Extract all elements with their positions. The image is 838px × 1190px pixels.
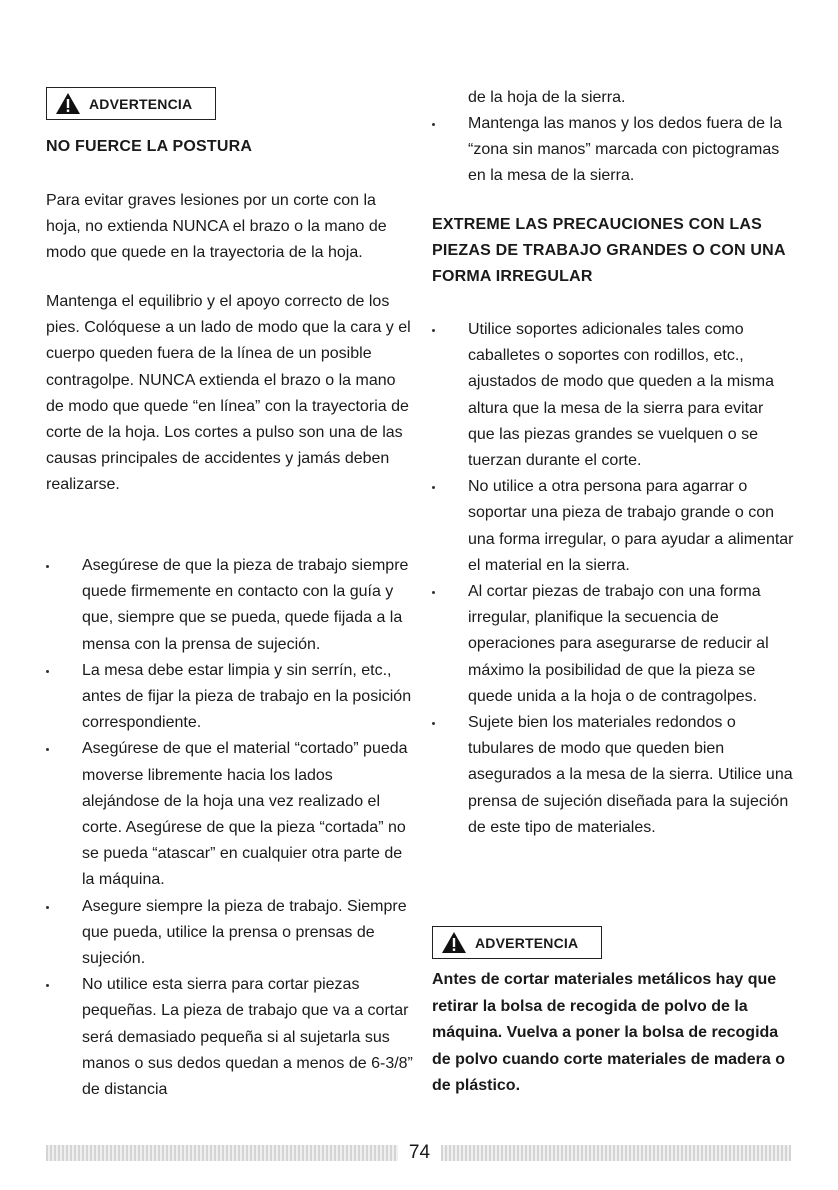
bullet-list-right [432, 317, 794, 841]
bullet-icon [432, 486, 435, 489]
footer-stripe-left [46, 1145, 398, 1161]
bullet-icon [432, 123, 435, 126]
list-item [46, 736, 414, 893]
list-item-text: No utilice a otra persona para agarrar o soportar una pieza de trabajo grande o con una forma irregular, o para ayudar a alimentar el material en la sierra. [468, 478, 794, 574]
list-item [432, 111, 792, 190]
continuation-text: de la hoja de la sierra. [468, 89, 626, 106]
warning-label: ADVERTENCIA [89, 95, 193, 112]
bullet-icon [46, 670, 49, 673]
list-item-text: La mesa debe estar limpia y sin serrín, etc., antes de fijar la pieza de trabajo en la posición correspondiente. [82, 661, 412, 732]
bullet-icon [432, 591, 435, 594]
list-item [432, 710, 794, 841]
list-item-text: Al cortar piezas de trabajo con una forma irregular, planifique la secuencia de operaciones para asegurarse de reducir al máximo la posibilidad de que la pieza se quede unida a la hoja o de contragolpes. [468, 583, 769, 705]
list-item-text: Asegúrese de que el material “cortado” pueda moverse libremente hacia los lados alejándose de la hoja una vez realizado el corte. Asegúrese de que la pieza “cortada” no se pueda “atascar” en cualquier otra parte de la máquina. [82, 740, 408, 889]
bullet-icon [46, 565, 49, 568]
list-item-text: No utilice esta sierra para cortar piezas pequeñas. La pieza de trabajo que va a cortar será demasiado pequeña si al sujetarla sus manos o sus dedos quedan a menos de 6-3/8” de distancia [82, 976, 413, 1099]
warning-box-left [46, 87, 216, 120]
list-item [46, 553, 414, 658]
list-item [46, 972, 414, 1103]
footer-stripe-right [441, 1145, 791, 1161]
warning-triangle-icon [55, 92, 81, 115]
list-item-text: Asegúrese de que la pieza de trabajo siempre quede firmemente en contacto con la guía y que, siempre que se pueda, quede fijada a la mensa con la prensa de sujeción. [82, 557, 409, 653]
bullet-icon [46, 984, 49, 987]
bullet-icon [432, 722, 435, 725]
page-number: 74 [408, 1142, 431, 1163]
warning-label: ADVERTENCIA [475, 934, 579, 951]
list-item [432, 317, 794, 474]
bullet-icon [432, 329, 435, 332]
paragraph: Mantenga el equilibrio y el apoyo correcto de los pies. Colóquese a un lado de modo que la cara y el cuerpo queden fuera de la línea de un posible contragolpe. NUNCA extienda el brazo o la mano de modo que quede “en línea” con la trayectoria de corte de la hoja. Los cortes a pulso son una de las causas principales de accidentes y jamás deben realizarse. [46, 293, 411, 494]
list-item [46, 658, 414, 737]
page-footer [0, 1138, 838, 1168]
bullet-list-left [46, 553, 414, 1103]
section-heading-large-pieces: EXTREME LAS PRECAUCIONES CON LAS PIEZAS DE TRABAJO GRANDES O CON UNA FORMA IRREGULAR [432, 216, 786, 285]
bullet-list-right-top [432, 111, 792, 190]
list-item-text: Asegure siempre la pieza de trabajo. Siempre que pueda, utilice la prensa o prensas de sujeción. [82, 897, 407, 968]
list-item [432, 474, 794, 579]
warning-text: Antes de cortar materiales metálicos hay que retirar la bolsa de recogida de polvo de la máquina. Vuelva a poner la bolsa de recogida de polvo cuando corte materiales de madera o de plástico. [432, 971, 785, 1094]
list-item-text: Sujete bien los materiales redondos o tubulares de modo que queden bien asegurados a la mesa de la sierra. Utilice una prensa de sujeción diseñada para la sujeción de este tipo de materiales. [468, 714, 793, 836]
list-item [432, 579, 794, 710]
list-item-text: Utilice soportes adicionales tales como caballetes o soportes con rodillos, etc., ajustados de modo que queden a la misma altura que la mesa de la sierra para evitar que las piezas grandes se vuelquen o se tuerzan durante el corte. [468, 321, 774, 470]
bullet-icon [46, 748, 49, 751]
section-heading-posture: NO FUERCE LA POSTURA [46, 138, 253, 155]
bullet-icon [46, 906, 49, 909]
paragraph: Para evitar graves lesiones por un corte con la hoja, no extienda NUNCA el brazo o la mano de modo que quede en la trayectoria de la hoja. [46, 192, 387, 262]
list-item [46, 894, 414, 973]
warning-triangle-icon [441, 931, 467, 954]
list-item-text: Mantenga las manos y los dedos fuera de la “zona sin manos” marcada con pictogramas en la mesa de la sierra. [468, 115, 782, 185]
warning-box-right [432, 926, 602, 959]
